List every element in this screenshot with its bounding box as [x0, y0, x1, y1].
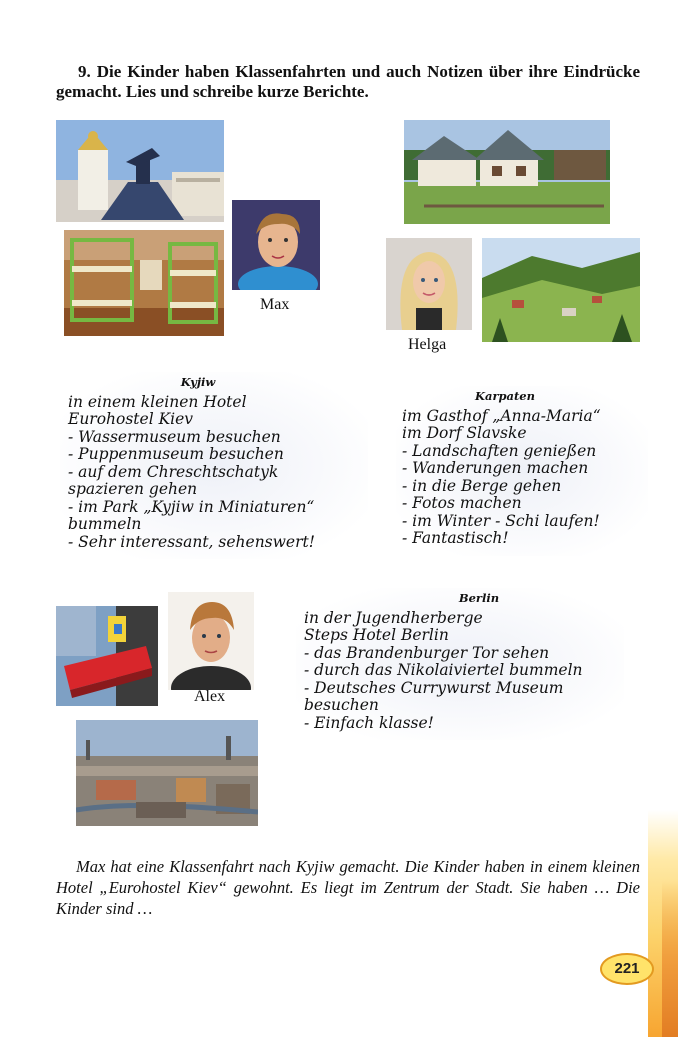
note-line: - im Winter - Schi laufen!	[402, 511, 600, 530]
note-line: - auf dem Chreschtschatyk	[68, 462, 279, 481]
note-line: - Landschaften genießen	[402, 441, 597, 460]
note-berlin	[296, 588, 624, 740]
note-kyjiw-title: Kyjiw	[180, 375, 216, 389]
max-portrait	[232, 200, 320, 290]
note-berlin-title: Berlin	[458, 591, 500, 605]
note-line: in der Jugendherberge	[304, 608, 483, 627]
note-line: - Puppenmuseum besuchen	[68, 445, 284, 463]
note-karpaten-title: Karpaten	[475, 389, 535, 403]
note-line: - Einfach klasse!	[304, 713, 434, 732]
note-line: besuchen	[304, 696, 379, 714]
example-report-text: Max hat eine Klassenfahrt nach Kyjiw gemacht. Die Kinder haben in einem kleinen Hotel „Eurohostel Kiev“ gewohnt. Es liegt im Zentrum der Stadt. Sie haben … Die Kinder sind …	[56, 857, 640, 918]
note-line: in einem kleinen Hotel	[68, 392, 247, 411]
note-line: Eurohostel Kiev	[68, 410, 194, 428]
note-karpaten	[396, 386, 648, 556]
carpathian-landscape-photo	[482, 238, 640, 342]
note-line: - in die Berge gehen	[402, 476, 562, 495]
berlin-facade-photo	[56, 606, 158, 706]
note-line: - im Park „Kyjiw in Miniaturen“	[68, 497, 315, 516]
note-line: - Fotos machen	[402, 494, 522, 512]
note-line: im Dorf Slavske	[402, 424, 527, 442]
note-line: - durch das Nikolaiviertel bummeln	[304, 661, 583, 679]
caption-max: Max	[260, 296, 290, 313]
kyjiw-monument-photo	[56, 120, 224, 222]
note-kyjiw	[60, 372, 368, 559]
berlin-skyline-photo	[76, 720, 258, 826]
note-line: - Wanderungen machen	[402, 459, 589, 477]
task-text: Die Kinder haben Klassenfahrten und auch Notizen über ihre Eindrücke gemacht. Lies und schreibe kurze Berichte.	[56, 62, 640, 101]
caption-alex: Alex	[194, 688, 226, 705]
task-instruction	[56, 62, 640, 102]
helga-portrait	[386, 238, 472, 330]
note-line: im Gasthof „Anna-Maria“	[402, 406, 601, 425]
task-number: 9.	[78, 62, 91, 81]
hostel-room-photo	[64, 230, 224, 336]
note-line: spazieren gehen	[68, 480, 198, 498]
caption-helga: Helga	[408, 336, 447, 353]
note-line: - Sehr interessant, sehenswert!	[68, 532, 315, 551]
note-line: - das Brandenburger Tor sehen	[304, 643, 550, 662]
page-edge-decoration-dark	[662, 880, 678, 1037]
carpathian-house-photo	[404, 120, 610, 224]
note-line: bummeln	[68, 515, 142, 533]
page-number: 221	[600, 953, 654, 985]
note-line: - Deutsches Currywurst Museum	[304, 678, 564, 697]
alex-portrait	[168, 592, 254, 690]
note-line: Steps Hotel Berlin	[304, 626, 449, 644]
note-line: - Fantastisch!	[402, 529, 509, 547]
note-line: - Wassermuseum besuchen	[68, 427, 281, 446]
